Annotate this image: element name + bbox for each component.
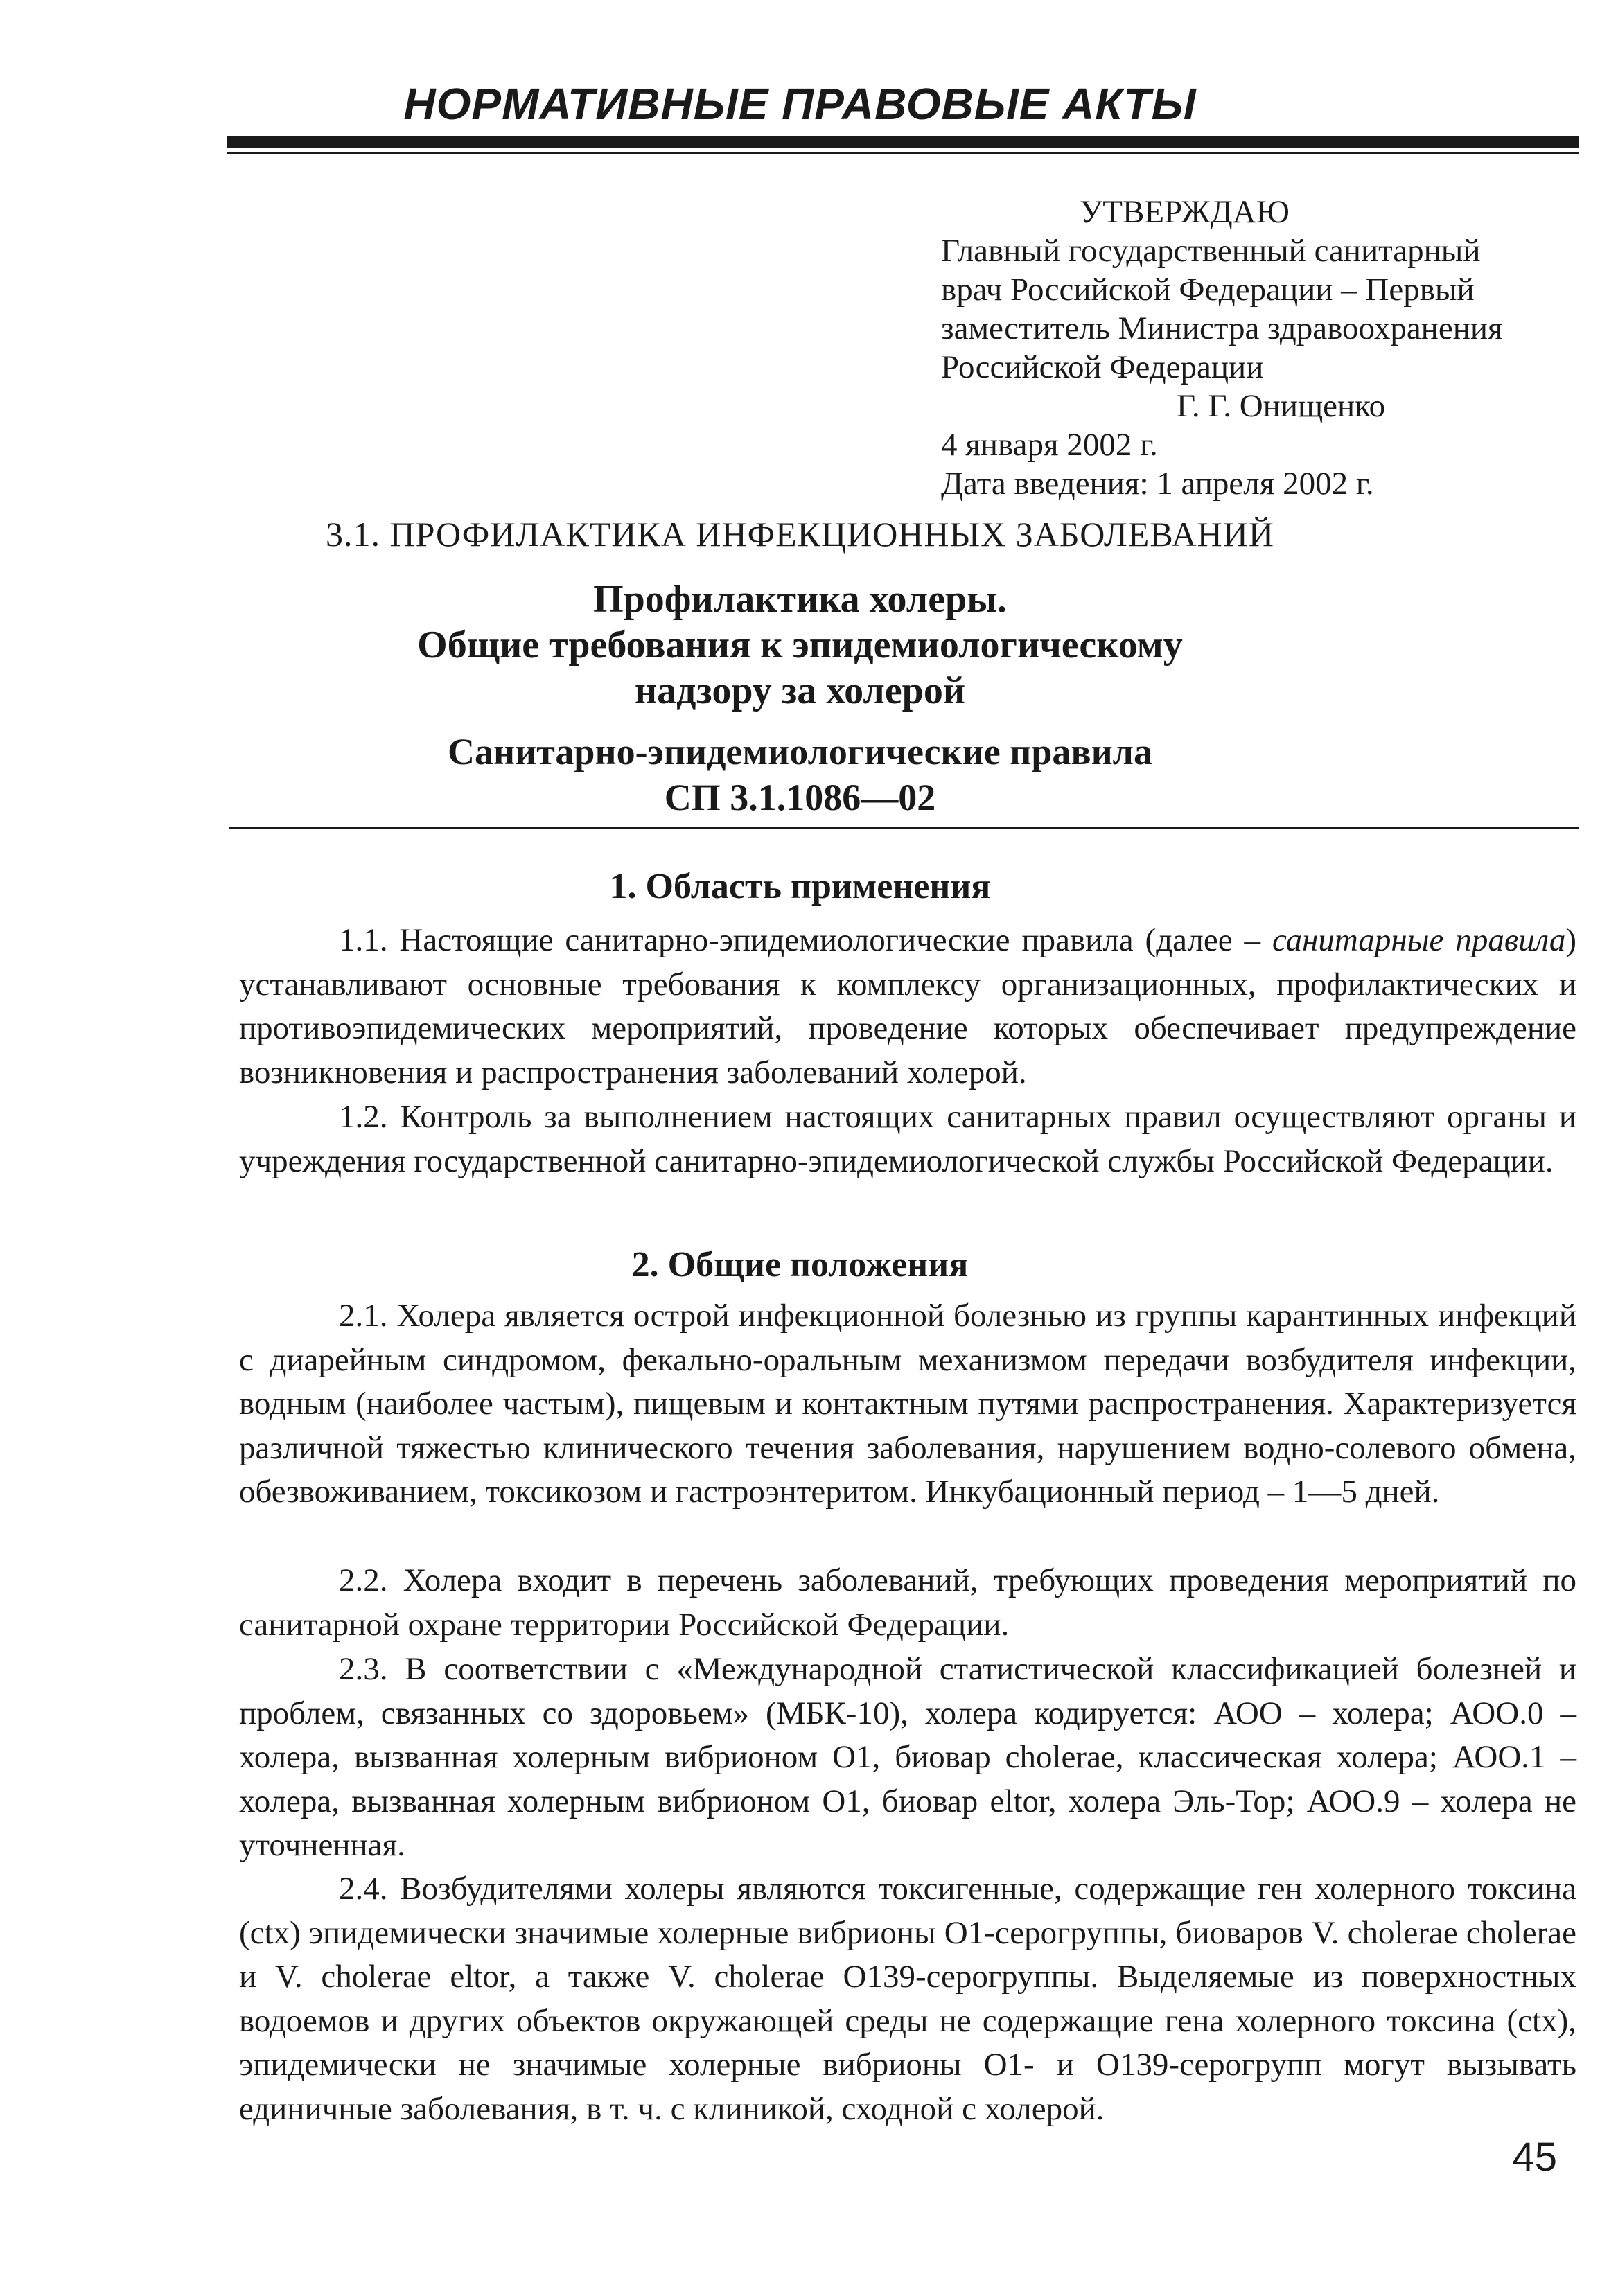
header-rule-thin [227, 152, 1579, 154]
header-rule [227, 136, 1579, 148]
approval-line: Главный государственный санитарный [941, 233, 1481, 269]
paragraph-1-2: 1.2. Контроль за выполнением настоящих санитарных правил осуществляют органы и учреждения государственной санитарно-эпидемиологической службы Российской Федерации. [239, 1099, 1576, 1179]
paragraph-2-2: 2.2. Холера входит в перечень заболеваний, требующих проведения мероприятий по санитарной охране территории Российской Федерации. [239, 1562, 1576, 1643]
header-title: НОРМАТИВНЫЕ ПРАВОВЫЕ АКТЫ [403, 79, 1197, 129]
document-subtitle-line: Санитарно-эпидемиологические правила [448, 731, 1152, 772]
section-heading-scope: 1. Область применения [609, 867, 991, 906]
document-title-line: надзору за холерой [634, 669, 966, 712]
document-code: СП 3.1.1086—02 [664, 777, 936, 818]
page-number: 45 [1512, 2135, 1557, 2180]
document-title-line: Общие требования к эпидемиологическому [417, 624, 1183, 666]
paragraph-text: ) устанавливают основные требования к комплексу организационных, профилактических и противоэпидемических мероприятий, проведение которых обеспечивает предупреждение возникновения и распространения заболеваний холерой. [239, 922, 1576, 1090]
approval-line: врач Российской Федерации – Первый [941, 272, 1475, 308]
approval-date: 4 января 2002 г. [941, 427, 1158, 463]
approval-line: Российской Федерации [941, 349, 1264, 385]
title-divider [229, 827, 1579, 829]
paragraph-2-1: 2.1. Холера является острой инфекционной болезнью из группы карантинных инфекций с диарейным синдромом, фекально-оральным механизмом передачи возбудителя инфекции, водным (наиболее частым), пищевым и контактным путями распространения. Характеризуется различной тяжестью клинического течения заболевания, нарушением водно-солевого обмена, обезвоживанием, токсикозом и гастроэнтеритом. Инкубационный период – 1—5 дней. [239, 1298, 1576, 1510]
section-heading-general: 2. Общие положения [631, 1245, 969, 1284]
paragraph-1-1 [239, 919, 1576, 1095]
approval-heading: УТВЕРЖДАЮ [1080, 194, 1290, 230]
paragraph-2-4: 2.4. Возбудителями холеры являются токсигенные, содержащие ген холерного токсина (ctx) эпидемически значимые холерные вибрионы О1-серогруппы, биоваров V. cholerae cholerae и V. cholerae eltor, а также V. cholerae O139-серогруппы. Выделяемые из поверхностных водоемов и других объектов окружающей среды не содержащие гена холерного токсина (ctx), эпидемически не значимые холерные вибрионы О1- и О139-серогрупп могут вызывать единичные заболевания, в т. ч. с клиникой, сходной с холерой. [239, 1871, 1576, 2127]
paragraph-italic-term: санитарные правила [1272, 922, 1566, 958]
paragraph-2-3: 2.3. В соответствии с «Международной статистической классификацией болезней и проблем, связанных со здоровьем» (МБК-10), холера кодируется: АОО – холера; АОО.0 – холера, вызванная холерным вибрионом О1, биовар cholerae, классическая холера; АОО.1 – холера, вызванная холерным вибрионом О1, биовар eltor, холера Эль-Тор; АОО.9 – холера не уточненная. [239, 1651, 1576, 1864]
approval-block [941, 193, 1579, 503]
approval-signatory: Г. Г. Онищенко [1177, 388, 1386, 424]
approval-line: заместитель Министра здравоохранения [941, 310, 1503, 346]
section-code: 3.1. ПРОФИЛАКТИКА ИНФЕКЦИОННЫХ ЗАБОЛЕВАНИЙ [326, 515, 1274, 554]
document-subtitle [0, 729, 1600, 820]
paragraph-text: 1.1. Настоящие санитарно-эпидемиологические правила (далее – [339, 922, 1272, 958]
approval-effective-date: Дата введения: 1 апреля 2002 г. [941, 466, 1374, 502]
document-title-line: Профилактика холеры. [593, 578, 1007, 621]
document-title [0, 576, 1600, 714]
